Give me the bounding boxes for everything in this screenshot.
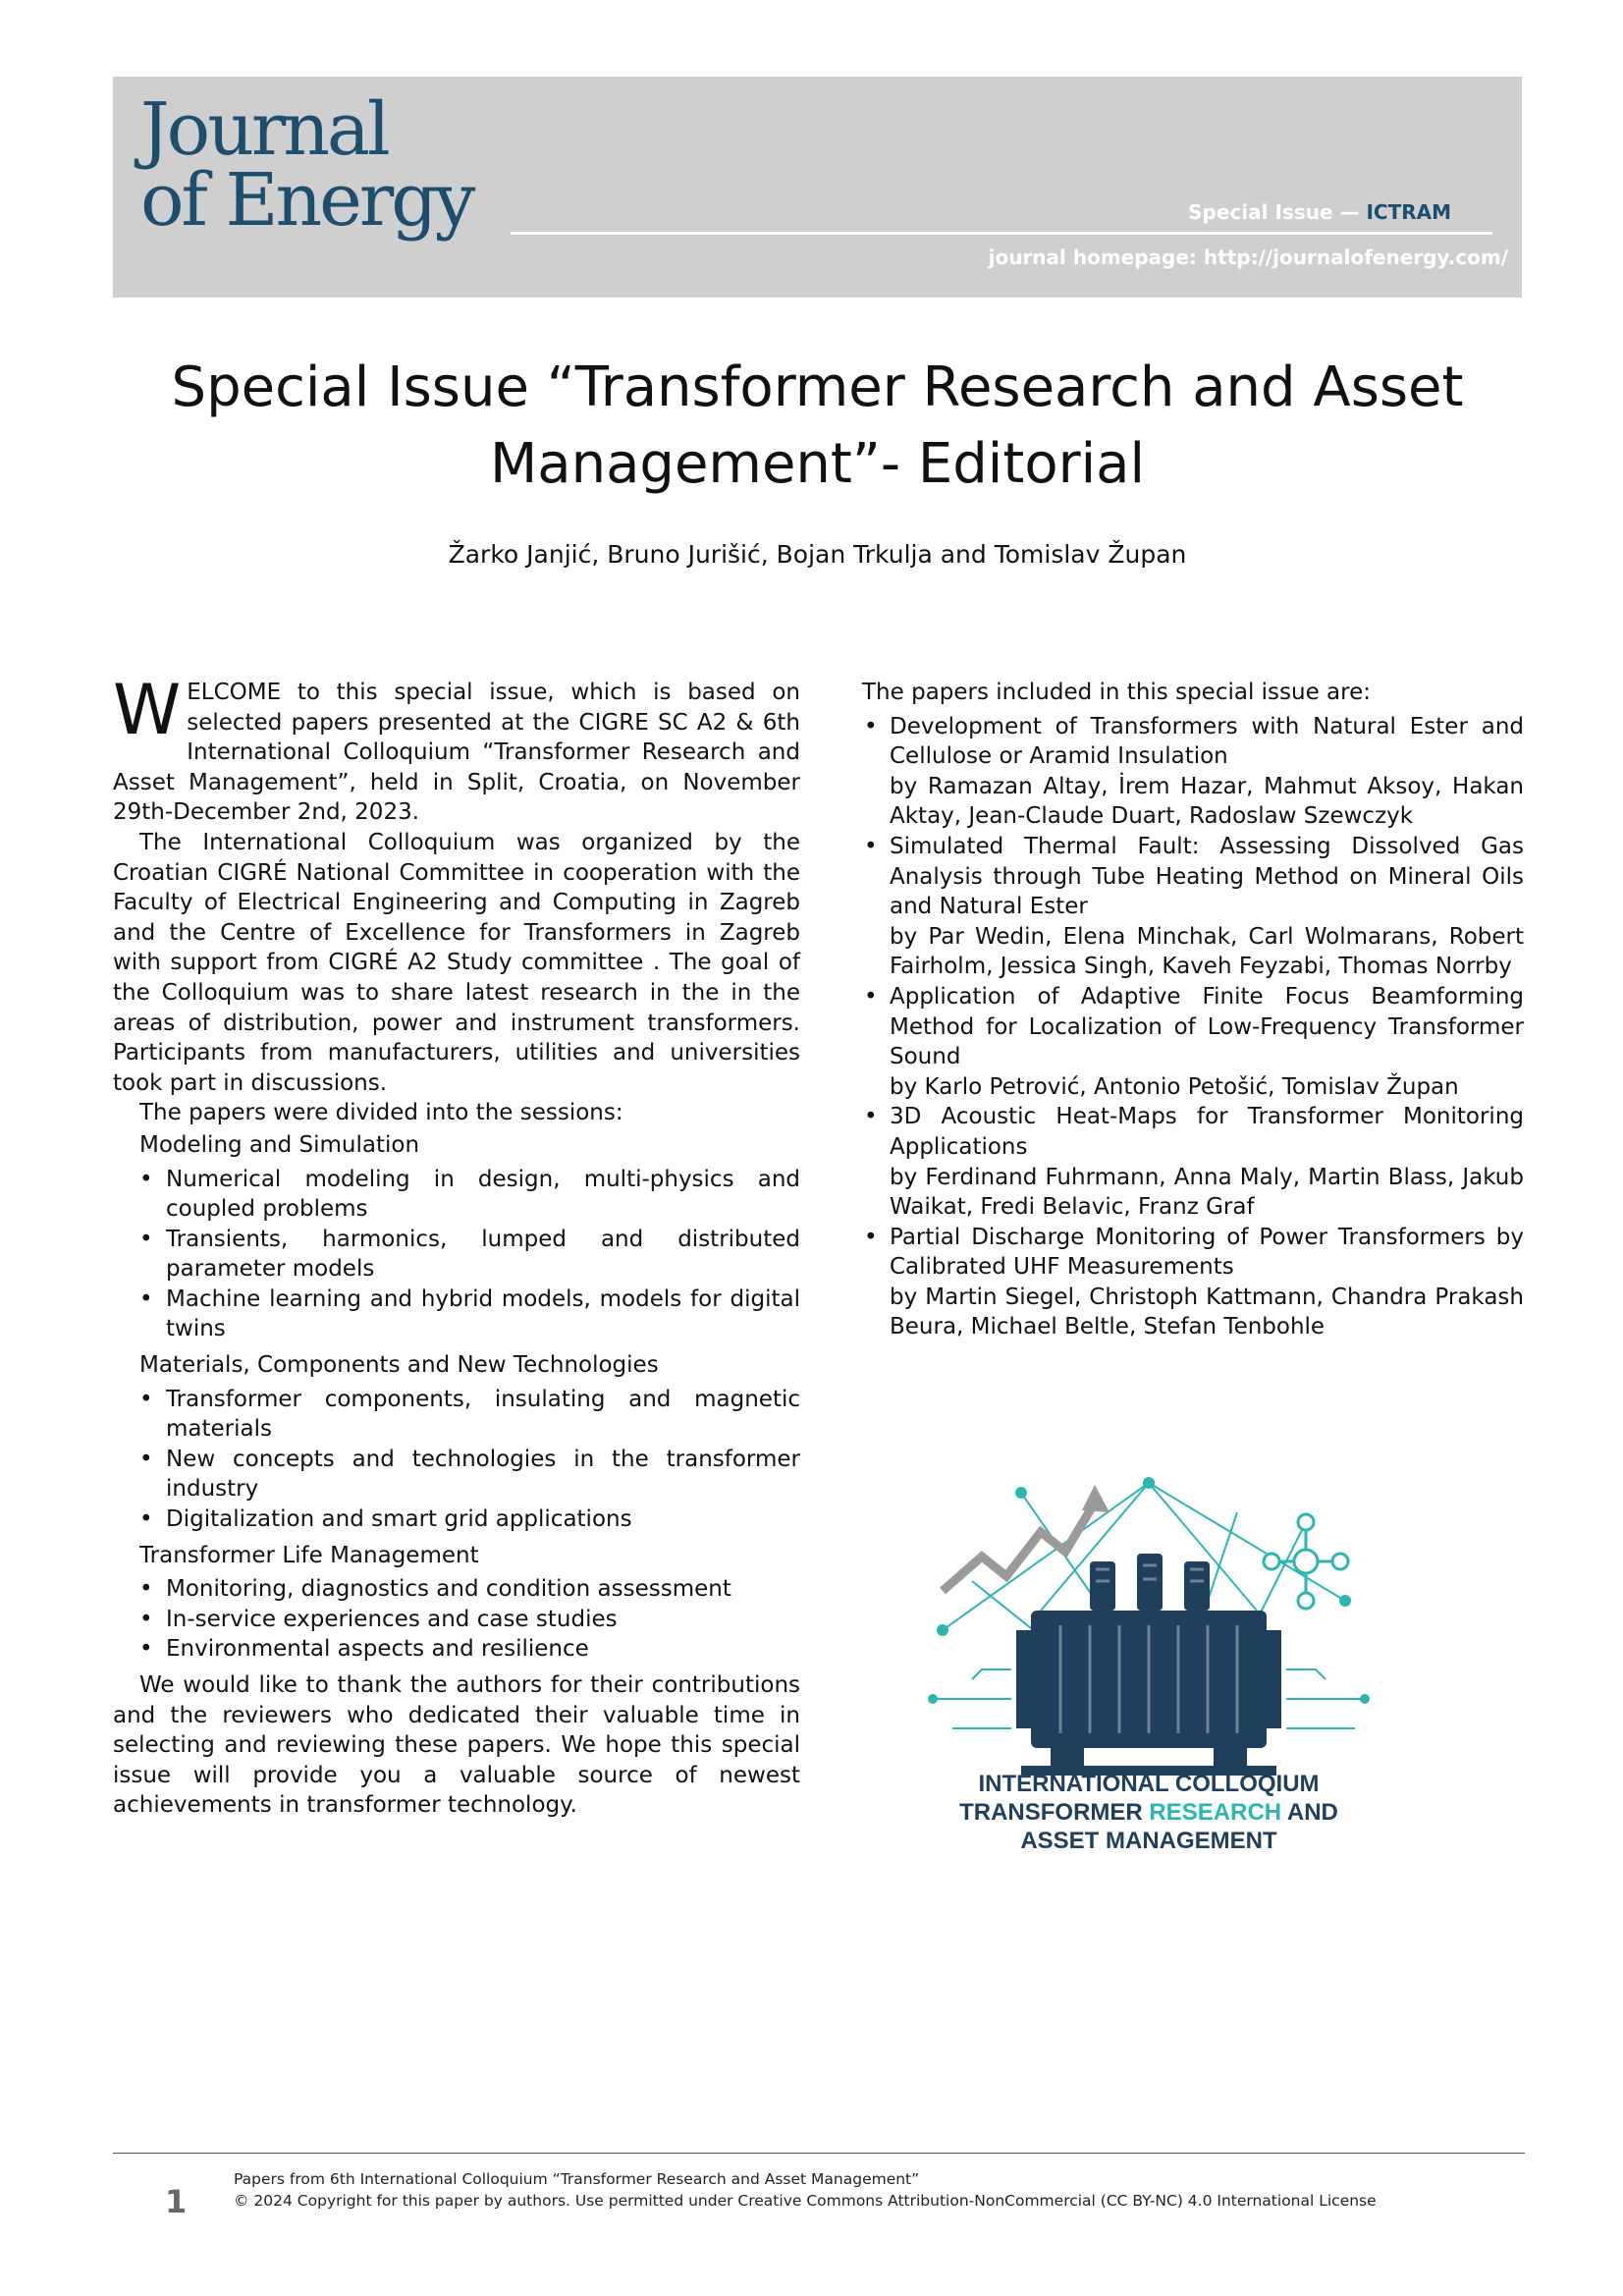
emblem-line-2: [923, 1798, 1375, 1827]
article-title: [113, 350, 1522, 503]
title-line-1: Special Issue “Transformer Research and Asset: [171, 355, 1464, 419]
session-topic: • Monitoring, diagnostics and condition assessment: [166, 1574, 800, 1605]
footer-line-1: Papers from 6th International Colloquium “Transformer Research and Asset Management”: [234, 2170, 920, 2188]
emblem-line-3: ASSET MANAGEMENT: [1020, 1828, 1277, 1854]
footer-note: [234, 2168, 1377, 2212]
paper-authors: by Ramazan Altay, İrem Hazar, Mahmut Aksoy, Hakan Aktay, Jean-Claude Duart, Radoslaw Szewczyk: [890, 773, 1524, 830]
title-line-2: Management”- Editorial: [489, 432, 1146, 496]
left-column: [113, 670, 800, 1821]
special-issue-name: ICTRAM: [1366, 200, 1451, 224]
journal-homepage-link[interactable]: journal homepage: http://journalofenergy.com/: [988, 246, 1508, 269]
colloquium-paragraph: The International Colloquium was organized by the Croatian CIGRÉ National Committee in cooperation with the Faculty of Electrical Engineering and Computing in Zagreb and the Centre of Excellence for Transformers in Zagreb with support from CIGRÉ A2 Study committee . The goal of the Colloquium was to share latest research in the in the areas of distribution, power and instrument transformers. Participants from manufacturers, utilities and universities took part in discussions.: [113, 829, 800, 1096]
emblem-highlight: RESEARCH: [1149, 1799, 1282, 1826]
paper-entry: [890, 712, 1524, 832]
paper-entry: [890, 1102, 1524, 1222]
session-topic-list: [113, 1165, 800, 1345]
logo-line-2: of Energy: [140, 158, 473, 243]
session-topic: • Machine learning and hybrid models, models for digital twins: [166, 1285, 800, 1344]
paper-authors: by Par Wedin, Elena Minchak, Carl Wolmarans, Robert Fairholm, Jessica Singh, Kaveh Feyzabi, Thomas Norrby: [890, 923, 1524, 980]
right-column: [862, 678, 1524, 1348]
footer-divider: [113, 2153, 1525, 2154]
special-issue-label: [1188, 200, 1451, 224]
session-topic: • Transformer components, insulating and magnetic materials: [166, 1385, 800, 1445]
footer-line-2: © 2024 Copyright for this paper by authors. Use permitted under Creative Commons Attribution-NonCommercial (CC BY-NC) 4.0 International License: [234, 2192, 1377, 2210]
sessions-intro: The papers were divided into the sessions:: [139, 1100, 623, 1126]
drop-cap: W: [113, 670, 182, 750]
paper-title: • Development of Transformers with Natural Ester and Cellulose or Aramid Insulation: [890, 713, 1524, 770]
special-issue-prefix: Special Issue —: [1188, 200, 1360, 224]
session-topic: • Numerical modeling in design, multi-physics and coupled problems: [166, 1165, 800, 1225]
paper-title: • Simulated Thermal Fault: Assessing Dissolved Gas Analysis through Tube Heating Method on Mineral Oils and Natural Ester: [890, 833, 1524, 920]
intro-paragraph: [113, 670, 800, 828]
intro-text: ELCOME to this special issue, which is based on selected papers presented at the CIGRE SC A2 & 6th International Colloquium “Transformer Research and Asset Management”, held in Split, Croatia, on November 29th-December 2nd, 2023.: [113, 680, 800, 826]
session-topic: • Transients, harmonics, lumped and distributed parameter models: [166, 1225, 800, 1285]
paper-title: • Partial Discharge Monitoring of Power Transformers by Calibrated UHF Measurements: [890, 1224, 1524, 1281]
journal-header: [113, 77, 1522, 298]
paper-list: [862, 712, 1524, 1342]
logo-line-1: Journal: [140, 87, 388, 172]
session-topic-list: [113, 1574, 800, 1665]
paper-authors: by Karlo Petrović, Antonio Petošić, Tomislav Župan: [890, 1073, 1459, 1100]
paper-entry: [890, 1223, 1524, 1342]
session-topic: • New concepts and technologies in the transformer industry: [166, 1445, 800, 1504]
session-heading: Transformer Life Management: [139, 1542, 479, 1568]
session-heading: Modeling and Simulation: [139, 1131, 420, 1158]
emblem-line-2-start: TRANSFORMER: [959, 1799, 1150, 1826]
paper-entry: [890, 982, 1524, 1102]
emblem-caption: [923, 1770, 1375, 1855]
papers-intro: The papers included in this special issue are:: [862, 680, 1371, 705]
emblem-line-1: INTERNATIONAL COLLOQIUM: [978, 1771, 1320, 1797]
session-topic: • In-service experiences and case studies: [166, 1605, 800, 1635]
closing-paragraph: We would like to thank the authors for their contributions and the reviewers who dedicated their valuable time in selecting and reviewing these papers. We hope this special issue will provide you a valuable source of newest achievements in transformer technology.: [113, 1672, 800, 1819]
journal-logo: [140, 87, 473, 243]
emblem-line-2-end: AND: [1281, 1799, 1338, 1826]
session-topic: • Environmental aspects and resilience: [166, 1634, 800, 1665]
author-list: Žarko Janjić, Bruno Jurišić, Bojan Trkulja and Tomislav Župan: [448, 540, 1187, 569]
paper-authors: by Ferdinand Fuhrmann, Anna Maly, Martin Blass, Jakub Waikat, Fredi Belavic, Franz Graf: [890, 1164, 1524, 1221]
paper-title: • Application of Adaptive Finite Focus Beamforming Method for Localization of Low-Frequency Transformer Sound: [890, 983, 1524, 1070]
paper-title: • 3D Acoustic Heat-Maps for Transformer Monitoring Applications: [890, 1104, 1524, 1160]
paper-entry: [890, 832, 1524, 982]
session-topic: • Digitalization and smart grid applications: [166, 1504, 800, 1535]
session-heading: Materials, Components and New Technologies: [139, 1352, 659, 1379]
paper-authors: by Martin Siegel, Christoph Kattmann, Chandra Prakash Beura, Michael Beltle, Stefan Tenbohle: [890, 1284, 1524, 1340]
header-divider: [511, 232, 1492, 235]
session-topic-list: [113, 1385, 800, 1535]
page-number: 1: [165, 2183, 188, 2220]
